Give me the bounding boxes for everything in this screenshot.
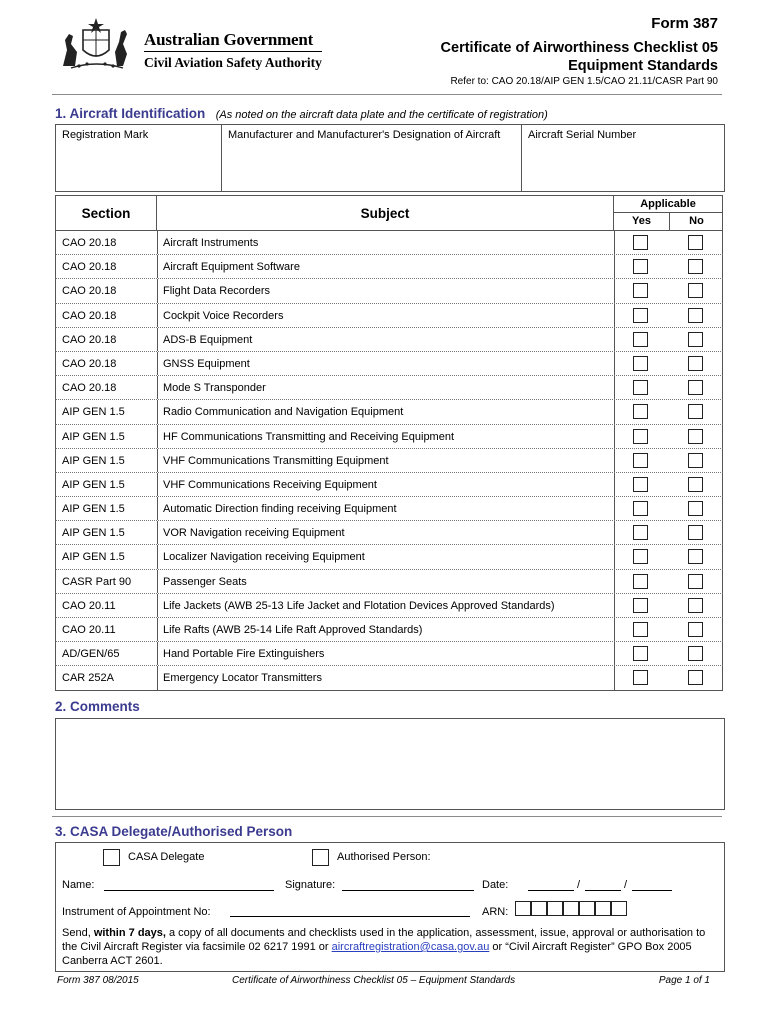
form-title: Certificate of Airworthiness Checklist 05	[440, 40, 718, 56]
checklist-row	[55, 328, 723, 352]
manufacturer-field[interactable]	[222, 125, 522, 191]
checklist-row	[55, 497, 723, 521]
row-divider	[614, 521, 615, 544]
arn-digit-box[interactable]	[515, 901, 531, 916]
delegate-heading: 3. CASA Delegate/Authorised Person	[55, 824, 293, 839]
instrument-label: Instrument of Appointment No:	[62, 906, 211, 918]
applicable-yes-checkbox[interactable]	[633, 598, 648, 613]
row-divider	[157, 279, 158, 302]
row-section: CAO 20.18	[62, 237, 117, 249]
date-year-field[interactable]	[632, 890, 672, 891]
authorised-person-checkbox[interactable]	[312, 849, 329, 866]
row-subject: Life Rafts (AWB 25-14 Life Raft Approved Standards)	[163, 624, 423, 636]
applicable-column-header	[613, 195, 723, 231]
row-divider	[614, 666, 615, 689]
identification-heading: 1. Aircraft Identification	[55, 106, 206, 121]
applicable-no-checkbox[interactable]	[688, 549, 703, 564]
applicable-yes-checkbox[interactable]	[633, 235, 648, 250]
row-section: CAO 20.18	[62, 309, 117, 322]
applicable-yes-checkbox[interactable]	[633, 646, 648, 661]
row-subject: Cockpit Voice Recorders	[163, 309, 284, 322]
row-divider	[614, 570, 615, 593]
row-divider	[614, 473, 615, 496]
row-section: CAO 20.11	[62, 624, 116, 636]
applicable-yes-checkbox[interactable]	[633, 259, 648, 274]
row-divider	[614, 545, 615, 568]
row-divider	[614, 231, 615, 254]
identification-heading-row	[55, 105, 548, 123]
applicable-yes-checkbox[interactable]	[633, 525, 648, 540]
row-section: AIP GEN 1.5	[62, 454, 125, 467]
row-divider	[614, 328, 615, 351]
checklist-row	[55, 545, 723, 569]
applicable-no-checkbox[interactable]	[688, 235, 703, 250]
checklist-row	[55, 400, 723, 424]
checklist-row	[55, 425, 723, 449]
submission-instructions	[62, 926, 712, 968]
row-divider	[157, 594, 158, 617]
checklist-row	[55, 642, 723, 666]
checklist-row	[55, 594, 723, 618]
form-number: Form 387	[651, 15, 718, 32]
row-section: CAO 20.18	[62, 357, 117, 370]
applicable-no-checkbox[interactable]	[688, 622, 703, 637]
row-subject: Passenger Seats	[163, 575, 247, 588]
yes-header: Yes	[632, 215, 651, 227]
checklist-row	[55, 304, 723, 328]
row-divider	[157, 400, 158, 423]
row-subject: Aircraft Instruments	[163, 237, 259, 249]
government-title-rule	[144, 51, 322, 52]
no-header: No	[689, 215, 704, 227]
applicable-yes-checkbox[interactable]	[633, 670, 648, 685]
row-subject: Hand Portable Fire Extinguishers	[163, 648, 325, 661]
applicable-yes-checkbox[interactable]	[633, 332, 648, 347]
row-subject: Flight Data Recorders	[163, 285, 270, 298]
row-divider	[157, 642, 158, 665]
row-divider	[157, 304, 158, 327]
authorised-person-label: Authorised Person:	[337, 851, 431, 863]
applicable-no-checkbox[interactable]	[688, 429, 703, 444]
row-divider	[614, 279, 615, 302]
row-divider	[157, 666, 158, 689]
row-section: AIP GEN 1.5	[62, 527, 125, 540]
date-day-field[interactable]	[528, 890, 574, 891]
applicable-no-checkbox[interactable]	[688, 646, 703, 661]
row-subject: VOR Navigation receiving Equipment	[163, 527, 345, 540]
send-body: a copy of all documents and checklists used in the application, assessment, issue, approval or authorisation to the Civil Aircraft Register via facsimile 02 6217 1991 or	[62, 927, 706, 953]
row-section: AIP GEN 1.5	[62, 406, 125, 419]
registration-mark-field[interactable]	[56, 125, 222, 191]
row-subject: Life Jackets (AWB 25-13 Life Jacket and Flotation Devices Approved Standards)	[163, 599, 555, 612]
applicable-no-checkbox[interactable]	[688, 380, 703, 395]
row-divider	[157, 449, 158, 472]
date-separator-2: /	[624, 879, 628, 891]
row-subject: Mode S Transponder	[163, 382, 266, 395]
row-subject: VHF Communications Transmitting Equipment	[163, 454, 389, 467]
checklist-rows	[55, 231, 723, 691]
row-divider	[614, 497, 615, 520]
row-divider	[614, 376, 615, 399]
row-subject: Emergency Locator Transmitters	[163, 672, 322, 685]
applicable-no-checkbox[interactable]	[688, 308, 703, 323]
applicable-no-checkbox[interactable]	[688, 574, 703, 589]
applicable-yes-checkbox[interactable]	[633, 380, 648, 395]
row-section: CAO 20.11	[62, 599, 116, 612]
applicable-yes-checkbox[interactable]	[633, 622, 648, 637]
header-divider	[52, 94, 722, 95]
checklist-row	[55, 376, 723, 400]
checklist-row	[55, 279, 723, 303]
row-section: AIP GEN 1.5	[62, 430, 125, 443]
footer-form-id: Form 387 08/2015	[57, 975, 139, 986]
row-section: CAR 252A	[62, 672, 114, 685]
checklist-row	[55, 231, 723, 255]
checklist-row	[55, 255, 723, 279]
row-divider	[157, 376, 158, 399]
applicable-no-checkbox[interactable]	[688, 404, 703, 419]
applicable-yes-checkbox[interactable]	[633, 308, 648, 323]
applicable-no-checkbox[interactable]	[688, 501, 703, 516]
row-subject: Radio Communication and Navigation Equipment	[163, 406, 404, 419]
applicable-label: Applicable	[640, 198, 696, 210]
arn-digit-box[interactable]	[595, 901, 611, 916]
row-divider	[157, 425, 158, 448]
applicable-no-checkbox[interactable]	[688, 453, 703, 468]
row-section: CASR Part 90	[62, 575, 132, 588]
arn-digit-box[interactable]	[547, 901, 563, 916]
serial-number-field[interactable]	[522, 125, 724, 191]
casa-delegate-label: CASA Delegate	[128, 851, 205, 863]
row-section: AIP GEN 1.5	[62, 478, 125, 491]
row-subject: HF Communications Transmitting and Receiving Equipment	[163, 430, 455, 443]
footer-page-number: Page 1 of 1	[658, 975, 710, 986]
applicable-no-checkbox[interactable]	[688, 259, 703, 274]
row-subject: Automatic Direction finding receiving Equipment	[163, 503, 397, 516]
comments-heading: 2. Comments	[55, 699, 140, 714]
checklist-row	[55, 352, 723, 376]
references: Refer to: CAO 20.18/AIP GEN 1.5/CAO 21.11/CASR Part 90	[450, 76, 718, 87]
checklist-row	[55, 666, 723, 690]
row-divider	[157, 328, 158, 351]
applicable-divider	[614, 212, 722, 213]
row-section: AIP GEN 1.5	[62, 503, 125, 516]
applicable-yes-checkbox[interactable]	[633, 283, 648, 298]
row-divider	[157, 497, 158, 520]
registration-mark-label: Registration Mark	[62, 129, 149, 141]
row-divider	[614, 618, 615, 641]
applicable-yes-checkbox[interactable]	[633, 356, 648, 371]
row-divider	[157, 255, 158, 278]
row-divider	[157, 570, 158, 593]
applicable-no-checkbox[interactable]	[688, 283, 703, 298]
row-divider	[614, 352, 615, 375]
row-divider	[614, 255, 615, 278]
row-divider	[157, 352, 158, 375]
row-section: CAO 20.18	[62, 382, 117, 395]
row-divider	[614, 304, 615, 327]
form-subtitle: Equipment Standards	[568, 58, 718, 74]
register-email-link[interactable]: aircraftregistration@casa.gov.au	[331, 941, 490, 953]
arn-digit-box[interactable]	[563, 901, 579, 916]
comments-field[interactable]	[55, 718, 725, 810]
applicable-yes-checkbox[interactable]	[633, 574, 648, 589]
row-divider	[614, 449, 615, 472]
checklist-row	[55, 473, 723, 497]
row-subject: Aircraft Equipment Software	[163, 261, 300, 274]
applicable-no-checkbox[interactable]	[688, 598, 703, 613]
row-subject: VHF Communications Receiving Equipment	[163, 478, 377, 491]
subject-column-header: Subject	[156, 195, 614, 231]
checklist-row	[55, 449, 723, 473]
checklist-row	[55, 618, 723, 642]
checklist-row	[55, 570, 723, 594]
row-divider	[157, 473, 158, 496]
casa-delegate-checkbox[interactable]	[103, 849, 120, 866]
row-divider	[614, 642, 615, 665]
arn-digit-box[interactable]	[611, 901, 627, 916]
date-month-field[interactable]	[585, 890, 621, 891]
agency-name: Civil Aviation Safety Authority	[144, 55, 322, 70]
row-section: CAO 20.18	[62, 285, 117, 298]
section-column-header: Section	[55, 195, 157, 231]
send-deadline: within 7 days,	[93, 927, 166, 939]
arn-label: ARN:	[482, 906, 509, 918]
row-divider	[614, 425, 615, 448]
footer-title: Certificate of Airworthiness Checklist 05 – Equipment Standards	[232, 975, 516, 986]
row-divider	[157, 545, 158, 568]
row-divider	[614, 594, 615, 617]
applicable-no-checkbox[interactable]	[688, 356, 703, 371]
government-title: Australian Government	[144, 30, 314, 49]
row-subject: GNSS Equipment	[163, 357, 250, 370]
applicable-yes-checkbox[interactable]	[633, 501, 648, 516]
row-divider	[614, 400, 615, 423]
row-section: AD/GEN/65	[62, 648, 120, 661]
comments-divider	[52, 816, 722, 817]
manufacturer-label: Manufacturer and Manufacturer's Designation of Aircraft	[228, 129, 501, 141]
signature-field[interactable]	[342, 890, 474, 891]
row-section: CAO 20.18	[62, 261, 117, 274]
applicable-no-checkbox[interactable]	[688, 477, 703, 492]
identification-table	[55, 124, 725, 192]
applicable-yes-checkbox[interactable]	[633, 453, 648, 468]
coat-of-arms-logo	[57, 16, 135, 72]
applicable-yes-checkbox[interactable]	[633, 549, 648, 564]
row-divider	[157, 618, 158, 641]
identification-note: (As noted on the aircraft data plate and the certificate of registration)	[215, 109, 548, 121]
applicable-yes-checkbox[interactable]	[633, 477, 648, 492]
checklist-row	[55, 521, 723, 545]
serial-number-label: Aircraft Serial Number	[528, 129, 637, 141]
row-subject: Localizer Navigation receiving Equipment	[163, 551, 365, 564]
date-separator-1: /	[577, 879, 581, 891]
instrument-field[interactable]	[230, 916, 470, 917]
row-divider	[157, 521, 158, 544]
name-label: Name:	[62, 879, 95, 891]
applicable-yes-checkbox[interactable]	[633, 429, 648, 444]
date-label: Date:	[482, 879, 509, 891]
applicable-no-checkbox[interactable]	[688, 332, 703, 347]
send-address: or “Civil Aircraft Register” GPO Box 2005 Canberra ACT 2601.	[62, 941, 692, 967]
applicable-yes-checkbox[interactable]	[633, 404, 648, 419]
row-section: CAO 20.18	[62, 333, 117, 346]
arn-digit-box[interactable]	[579, 901, 595, 916]
applicable-no-checkbox[interactable]	[688, 525, 703, 540]
applicable-no-checkbox[interactable]	[688, 670, 703, 685]
signature-label: Signature:	[285, 879, 336, 891]
row-section: AIP GEN 1.5	[62, 551, 125, 564]
name-field[interactable]	[104, 890, 274, 891]
send-prefix: Send,	[62, 927, 94, 939]
row-subject: ADS-B Equipment	[163, 333, 253, 346]
arn-digit-box[interactable]	[531, 901, 547, 916]
row-divider	[157, 231, 158, 254]
